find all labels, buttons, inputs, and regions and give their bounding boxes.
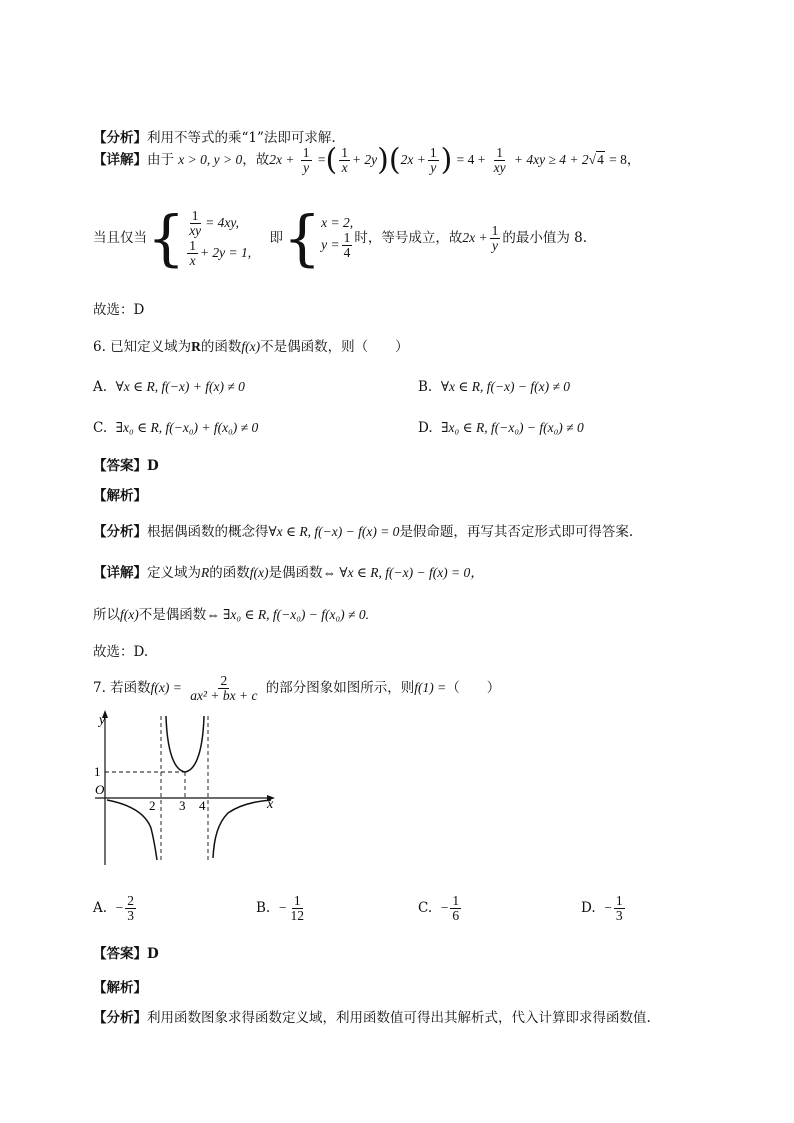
system-2: x = 2, y = $\frac{1}{4}$ <box>321 215 354 261</box>
q6-detail-fx: f(x) <box>249 565 269 580</box>
q6-line2-a: 所以 <box>93 607 120 623</box>
option-text: ∃x₀ ∈ R, f(−x₀) + f(x₀) ≠ 0 <box>115 420 259 435</box>
q6-detail-a: 定义域为 <box>147 565 201 581</box>
q7-stem-f1: f(1) = <box>414 680 447 695</box>
q6-analysis-b: 是假命题，再写其否定形式即可得答案. <box>399 524 634 540</box>
q6-line2-math: ⇔ ∃x₀ ∈ R, f(−x₀) − f(x₀) ≠ 0. <box>206 607 369 622</box>
q6-analysis-math: ∀x ∈ R, f(−x) − f(x) = 0 <box>268 524 400 539</box>
origin-label: O <box>95 782 105 797</box>
lhs-math: 2x + <box>269 152 295 167</box>
frac-1-over-y-2: $\frac{1}{y}$ <box>429 144 437 175</box>
option-den: 3 <box>127 908 135 923</box>
q6-line2-fx: f(x) <box>120 607 139 622</box>
eq-chain-3: = 8， <box>609 152 641 167</box>
q7-frac-den: ax² + bx + c <box>190 688 258 703</box>
q6-option-d[interactable] <box>418 418 584 438</box>
detail-prefix: 由于 <box>147 152 174 168</box>
option-sign: − <box>278 900 287 915</box>
q6-detail <box>93 563 484 583</box>
q7-stem-b: 的部分图象如图所示，则 <box>265 680 415 696</box>
choice-line-1: 故选：D <box>93 302 145 318</box>
option-num: 1 <box>293 892 301 908</box>
q6-line2-b: 不是偶函数 <box>138 607 207 623</box>
q6-option-c[interactable] <box>93 418 258 438</box>
option-den: 12 <box>290 908 304 923</box>
option-label: B. <box>256 900 271 916</box>
option-label: B. <box>418 379 433 395</box>
option-den: 3 <box>615 908 623 923</box>
sqrt-arg: 4 <box>597 152 604 167</box>
option-label: D. <box>418 420 433 436</box>
q7-option-c[interactable] <box>418 888 463 928</box>
frac-1-over-y: $\frac{1}{y}$ <box>302 144 310 175</box>
option-label: A. <box>93 900 108 916</box>
q6-line2 <box>93 605 369 625</box>
q6-answer: 【答案】D <box>93 458 159 474</box>
option-num: 1 <box>615 892 623 908</box>
system-1: $\frac{1}{xy}$ = 4xy, $\frac{1}{x}$ + 2y = 1, <box>189 208 252 268</box>
q6-detail-b: 的函数 <box>209 565 250 581</box>
tick-y-1: 1 <box>94 764 101 779</box>
option-sign: − <box>604 900 612 915</box>
option-text: ∀x ∈ R, f(−x) − f(x) ≠ 0 <box>440 379 571 394</box>
option-text: ∃x₀ ∈ R, f(−x₀) − f(x₀) ≠ 0 <box>441 420 584 435</box>
analysis-tag: 【分析】 <box>93 130 147 146</box>
curve-middle-branch <box>166 716 204 772</box>
x-axis-label: x <box>267 797 274 812</box>
q6-analysis <box>93 522 633 542</box>
frac-1-over-xy: $\frac{1}{xy}$ <box>493 144 506 175</box>
option-sign: − <box>440 900 449 915</box>
when-text: 当且仅当 <box>93 230 147 246</box>
detail-tag: 【详解】 <box>93 152 147 168</box>
q6-analysis-a: 根据偶函数的概念得 <box>147 524 269 540</box>
q7-analysis <box>93 1008 651 1028</box>
q7-stem <box>93 668 500 708</box>
option-num: 1 <box>452 892 460 908</box>
q7-analysis-text: 利用函数图象求得函数定义域，利用函数值可得出其解析式，代入计算即求得函数值. <box>147 1010 651 1026</box>
q6-detail-math: ⇔ ∀x ∈ R, f(−x) − f(x) = 0， <box>322 565 484 580</box>
tick-x-4: 4 <box>199 798 206 813</box>
q7-stem-fx: f(x) = <box>150 680 182 695</box>
q6-option-b[interactable] <box>418 377 570 397</box>
option-num: 2 <box>127 892 135 908</box>
q7-function-graph <box>93 708 293 868</box>
q6-stem-a: 6. 已知定义域为 <box>93 339 192 355</box>
when-line: 当且仅当{ $\frac{1}{xy}$ = 4xy, $\frac{1}{x}$ + 2y = 1, 即{ x = 2, y = $\frac{1}{4}$ 时，等号成立，故2x + $\frac{1}{y}$ 的最小值为 8. <box>93 203 588 274</box>
q6-stem-b: 的函数 <box>200 339 242 355</box>
eq-chain-2: + 4xy ≥ 4 + 2 <box>513 152 589 167</box>
option-text: ∀x ∈ R, f(−x) + f(x) ≠ 0 <box>115 379 245 394</box>
option-label: D. <box>581 900 596 916</box>
q7-option-d[interactable] <box>581 888 627 928</box>
min-text: 的最小值为 8. <box>502 230 588 246</box>
sys1-row1: = 4xy, <box>205 214 240 230</box>
q7-frac <box>188 674 259 703</box>
q6-stem-c: 不是偶函数，则（ ） <box>260 339 409 355</box>
q6-detail-R: R <box>201 565 210 580</box>
option-label: A. <box>93 379 108 395</box>
q7-option-b[interactable] <box>256 888 308 928</box>
detail-mid: ，故 <box>242 152 270 168</box>
q6-detail-tag: 【详解】 <box>93 565 147 581</box>
q6-stem-fx: f(x) <box>241 339 261 354</box>
tick-x-3: 3 <box>179 798 186 813</box>
condition-math: x > 0, y > 0 <box>178 152 243 167</box>
q6-option-a[interactable] <box>93 377 245 397</box>
after-sys-text: 时，等号成立，故 <box>354 230 463 246</box>
sys1-row2: + 2y = 1, <box>199 244 252 260</box>
q6-stem <box>93 337 409 357</box>
q7-option-a[interactable] <box>93 888 138 928</box>
q6-stem-R: R <box>191 339 201 354</box>
sys2-row1: x = 2, <box>321 215 354 231</box>
option-den: 6 <box>452 908 460 923</box>
q6-choice: 故选：D. <box>93 644 149 660</box>
option-sign: − <box>115 900 124 915</box>
y-axis-label: y <box>99 713 106 728</box>
analysis-text: 利用不等式的乘“1”法即可求解. <box>147 130 336 146</box>
q7-jiexi: 【解析】 <box>93 980 147 996</box>
option-label: C. <box>93 420 108 436</box>
q7-stem-a: 7. 若函数 <box>93 680 151 696</box>
detail-line: 【详解】由于 x > 0, y > 0，故2x + $\frac{1}{y}$ =( $\frac{1}{x}$ + 2y)(2x + $\frac{1}{y}$ ) = 4 + $\frac{1}{xy}$ + 4xy ≥ 4 + 2√4 = 8， <box>93 142 641 178</box>
sys2-row2: y = <box>321 237 340 253</box>
tick-x-2: 2 <box>149 798 156 813</box>
q6-detail-c: 是偶函数 <box>268 565 323 581</box>
ji-text: 即 <box>269 230 283 246</box>
q7-analysis-tag: 【分析】 <box>93 1010 147 1026</box>
eq-chain-1: = 4 + <box>456 152 486 167</box>
q7-stem-c: （ ） <box>446 680 501 696</box>
q6-analysis-tag: 【分析】 <box>93 524 147 540</box>
frac-1-over-x: $\frac{1}{x}$ <box>341 144 348 175</box>
q7-frac-num: 2 <box>220 672 228 688</box>
curve-right-branch <box>213 800 271 858</box>
option-label: C. <box>418 900 433 916</box>
q7-answer: 【答案】D <box>93 946 159 962</box>
q6-jiexi: 【解析】 <box>93 488 147 504</box>
